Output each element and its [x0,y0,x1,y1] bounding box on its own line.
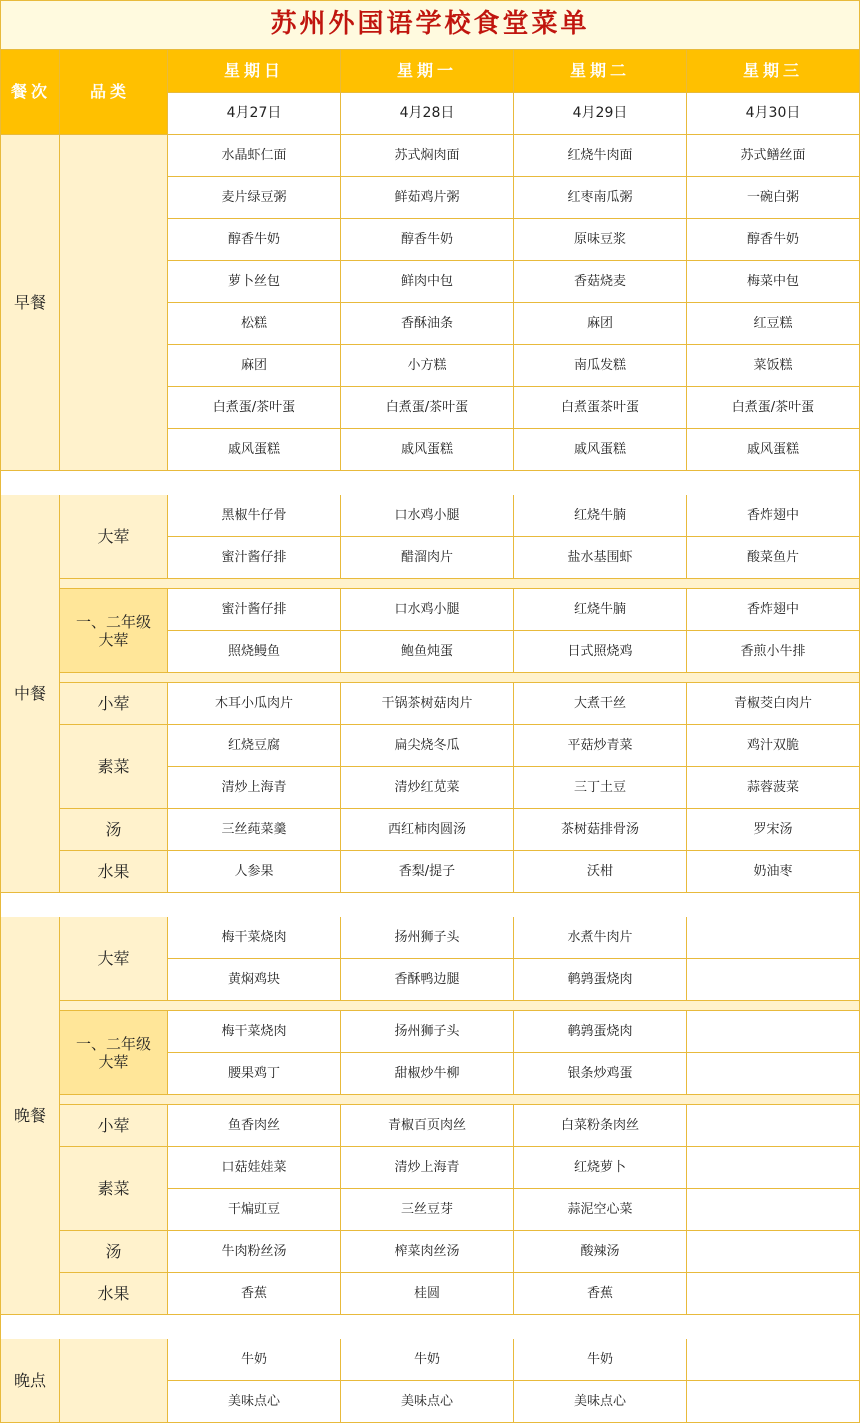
empty-cell [687,917,860,959]
dish-cell: 香酥鸭边腿 [341,959,514,1001]
dish-cell: 一碗白粥 [687,177,860,219]
section-separator [0,471,860,497]
dish-cell: 南瓜发糕 [514,345,687,387]
meal-cell: 早餐 [0,135,60,471]
meal-cell: 晚餐 [0,917,60,1315]
dish-cell: 梅干菜烧肉 [168,1011,341,1053]
day-header: 星期二 [514,50,687,93]
dish-cell: 干锅茶树菇肉片 [341,683,514,725]
dish-cell: 木耳小瓜肉片 [168,683,341,725]
dish-cell: 口菇娃娃菜 [168,1147,341,1189]
meal-header: 餐次 [0,50,60,135]
dish-cell: 甜椒炒牛柳 [341,1053,514,1095]
dish-cell: 牛奶 [514,1339,687,1381]
dish-cell: 蒜泥空心菜 [514,1189,687,1231]
dish-cell: 蜜汁酱仔排 [168,589,341,631]
dish-cell: 松糕 [168,303,341,345]
category-cell: 大荤 [60,917,168,1001]
dish-cell: 美味点心 [514,1381,687,1423]
empty-cell [687,1011,860,1053]
date-cell: 4月28日 [341,93,514,135]
dish-cell: 人参果 [168,851,341,893]
meal-cell: 中餐 [0,495,60,893]
dish-cell: 青椒百页肉丝 [341,1105,514,1147]
dish-cell: 大煮干丝 [514,683,687,725]
dish-cell: 清炒红苋菜 [341,767,514,809]
dish-cell: 红烧牛腩 [514,589,687,631]
dish-cell: 香菇烧麦 [514,261,687,303]
empty-cell [687,1053,860,1095]
dish-cell: 鱼香肉丝 [168,1105,341,1147]
dish-cell: 红豆糕 [687,303,860,345]
group-separator [60,579,860,589]
dish-cell: 香蕉 [514,1273,687,1315]
category-cell: 小荤 [60,683,168,725]
category-cell [60,135,168,471]
dish-cell: 清炒上海青 [341,1147,514,1189]
dish-cell: 麻团 [168,345,341,387]
empty-cell [687,1339,860,1381]
dish-cell: 扬州狮子头 [341,1011,514,1053]
dish-cell: 茶树菇排骨汤 [514,809,687,851]
section-separator [0,1315,860,1341]
day-header: 星期一 [341,50,514,93]
category-cell: 一、二年级 大荤 [60,589,168,673]
dish-cell: 醋溜肉片 [341,537,514,579]
day-header: 星期日 [168,50,341,93]
dish-cell: 麻团 [514,303,687,345]
dish-cell: 红烧牛肉面 [514,135,687,177]
dish-cell: 口水鸡小腿 [341,589,514,631]
dish-cell: 银条炒鸡蛋 [514,1053,687,1095]
dish-cell: 腰果鸡丁 [168,1053,341,1095]
day-header: 星期三 [687,50,860,93]
category-cell [60,1339,168,1423]
dish-cell: 红烧牛腩 [514,495,687,537]
dish-cell: 萝卜丝包 [168,261,341,303]
category-cell: 一、二年级 大荤 [60,1011,168,1095]
dish-cell: 水晶虾仁面 [168,135,341,177]
empty-cell [687,1147,860,1189]
dish-cell: 牛肉粉丝汤 [168,1231,341,1273]
dish-cell: 干煸豇豆 [168,1189,341,1231]
dish-cell: 菜饭糕 [687,345,860,387]
dish-cell: 白煮蛋/茶叶蛋 [341,387,514,429]
dish-cell: 蜜汁酱仔排 [168,537,341,579]
dish-cell: 三丝莼菜羹 [168,809,341,851]
dish-cell: 戚风蛋糕 [168,429,341,471]
dish-cell: 照烧鳗鱼 [168,631,341,673]
date-cell: 4月30日 [687,93,860,135]
dish-cell: 香炸翅中 [687,589,860,631]
meal-cell: 晚点 [0,1339,60,1423]
empty-cell [687,1189,860,1231]
dish-cell: 鲍鱼炖蛋 [341,631,514,673]
dish-cell: 水煮牛肉片 [514,917,687,959]
group-separator [60,1095,860,1105]
dish-cell: 牛奶 [168,1339,341,1381]
category-cell: 小荤 [60,1105,168,1147]
dish-cell: 扬州狮子头 [341,917,514,959]
dish-cell: 美味点心 [341,1381,514,1423]
dish-cell: 小方糕 [341,345,514,387]
section-separator [0,893,860,919]
dish-cell: 盐水基围虾 [514,537,687,579]
dish-cell: 鸡汁双脆 [687,725,860,767]
dish-cell: 红烧豆腐 [168,725,341,767]
dish-cell: 三丁土豆 [514,767,687,809]
dish-cell: 戚风蛋糕 [687,429,860,471]
dish-cell: 原味豆浆 [514,219,687,261]
category-cell: 汤 [60,1231,168,1273]
dish-cell: 青椒茭白肉片 [687,683,860,725]
menu-title: 苏州外国语学校食堂菜单 [0,0,860,50]
category-cell: 水果 [60,1273,168,1315]
category-cell: 素菜 [60,1147,168,1231]
dish-cell: 香蕉 [168,1273,341,1315]
category-cell: 素菜 [60,725,168,809]
dish-cell: 白煮蛋/茶叶蛋 [687,387,860,429]
empty-cell [687,1273,860,1315]
date-cell: 4月29日 [514,93,687,135]
dish-cell: 苏式鳝丝面 [687,135,860,177]
empty-cell [687,1381,860,1423]
dish-cell: 榨菜肉丝汤 [341,1231,514,1273]
dish-cell: 戚风蛋糕 [514,429,687,471]
dish-cell: 酸辣汤 [514,1231,687,1273]
dish-cell: 白菜粉条肉丝 [514,1105,687,1147]
dish-cell: 醇香牛奶 [341,219,514,261]
dish-cell: 麦片绿豆粥 [168,177,341,219]
empty-cell [687,959,860,1001]
dish-cell: 红枣南瓜粥 [514,177,687,219]
dish-cell: 鹌鹑蛋烧肉 [514,959,687,1001]
dish-cell: 蒜蓉菠菜 [687,767,860,809]
dish-cell: 醇香牛奶 [168,219,341,261]
dish-cell: 鲜茹鸡片粥 [341,177,514,219]
dish-cell: 平菇炒青菜 [514,725,687,767]
dish-cell: 白煮蛋茶叶蛋 [514,387,687,429]
dish-cell: 梅菜中包 [687,261,860,303]
category-header: 品类 [60,50,168,135]
dish-cell: 美味点心 [168,1381,341,1423]
dish-cell: 口水鸡小腿 [341,495,514,537]
dish-cell: 黑椒牛仔骨 [168,495,341,537]
category-cell: 汤 [60,809,168,851]
dish-cell: 沃柑 [514,851,687,893]
dish-cell: 香炸翅中 [687,495,860,537]
dish-cell: 西红柿肉圆汤 [341,809,514,851]
dish-cell: 黄焖鸡块 [168,959,341,1001]
dish-cell: 香煎小牛排 [687,631,860,673]
dish-cell: 红烧萝卜 [514,1147,687,1189]
category-cell: 大荤 [60,495,168,579]
dish-cell: 醇香牛奶 [687,219,860,261]
group-separator [60,1001,860,1011]
dish-cell: 酸菜鱼片 [687,537,860,579]
dish-cell: 桂圆 [341,1273,514,1315]
dish-cell: 白煮蛋/茶叶蛋 [168,387,341,429]
date-cell: 4月27日 [168,93,341,135]
empty-cell [687,1105,860,1147]
dish-cell: 清炒上海青 [168,767,341,809]
empty-cell [687,1231,860,1273]
dish-cell: 奶油枣 [687,851,860,893]
dish-cell: 鲜肉中包 [341,261,514,303]
dish-cell: 戚风蛋糕 [341,429,514,471]
dish-cell: 牛奶 [341,1339,514,1381]
dish-cell: 罗宋汤 [687,809,860,851]
group-separator [60,673,860,683]
dish-cell: 苏式焖肉面 [341,135,514,177]
dish-cell: 扁尖烧冬瓜 [341,725,514,767]
category-cell: 水果 [60,851,168,893]
dish-cell: 三丝豆芽 [341,1189,514,1231]
dish-cell: 梅干菜烧肉 [168,917,341,959]
dish-cell: 鹌鹑蛋烧肉 [514,1011,687,1053]
dish-cell: 日式照烧鸡 [514,631,687,673]
dish-cell: 香梨/提子 [341,851,514,893]
dish-cell: 香酥油条 [341,303,514,345]
